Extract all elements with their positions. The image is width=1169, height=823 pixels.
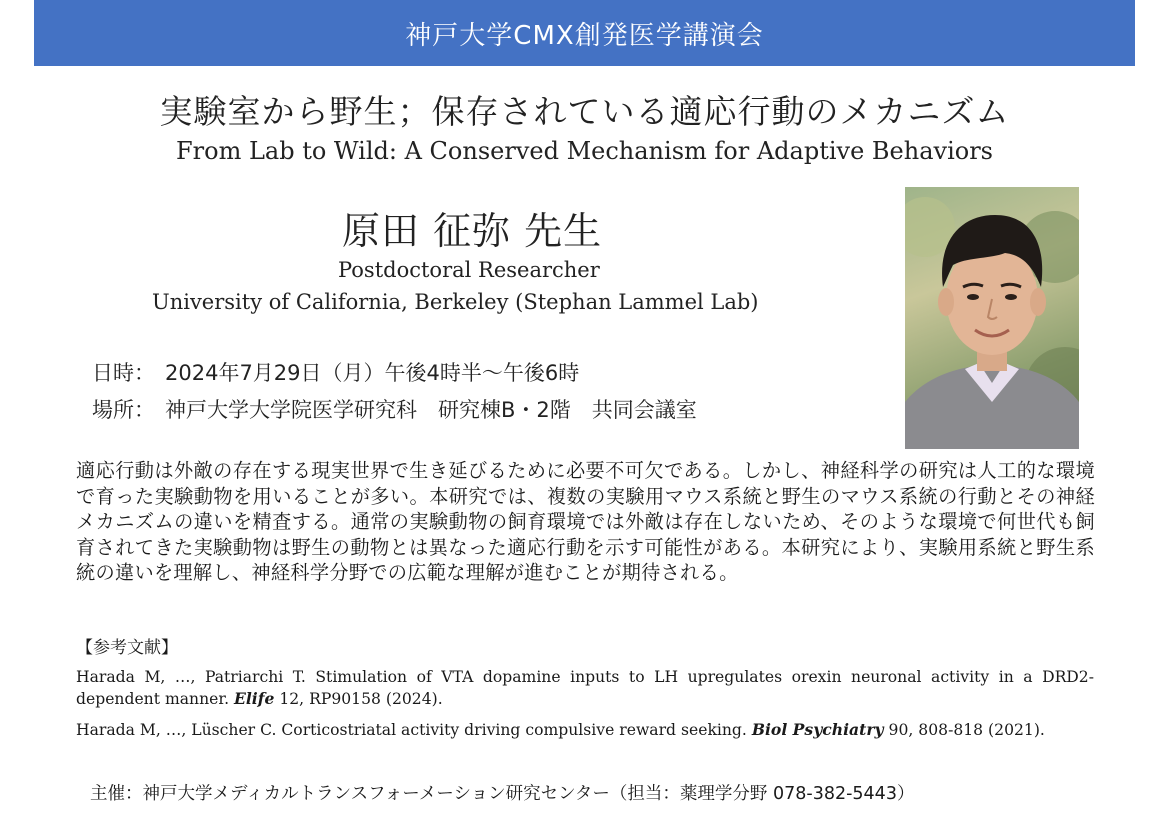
reference-journal: Biol Psychiatry	[751, 720, 884, 739]
reference-journal: Elife	[234, 689, 275, 708]
abstract-text: 適応行動は外敵の存在する現実世界で生き延びるために必要不可欠である。しかし、神経科学の研究は人工的な環境で育った実験動物を用いることが多い。本研究では、複数の実験用マウス系統と野生のマウス系統の行動とその神経メカニズムの違いを精査する。通常の実験動物の飼育環境では外敵は存在しないため、そのような環境で何世代も飼育されてきた実験動物は野生の動物とは異なった適応行動を示す可能性がある。本研究により、実験用系統と野生系統の違いを理解し、神経科学分野での広範な理解が進むことが期待される。	[76, 459, 1095, 585]
speaker-photo	[905, 187, 1079, 449]
date-label: 日時：	[92, 361, 155, 385]
reference-citation: 12, RP90158 (2024).	[274, 690, 443, 708]
reference-item	[76, 719, 1094, 741]
reference-authors-title: Harada M, …, Patriarchi T. Stimulation of VTA dopamine inputs to LH upregulates orexin neuronal activity in a DRD2-dependent manner.	[76, 668, 1094, 708]
organizer-footer: 主催：神戸大学メディカルトランスフォーメーション研究センター（担当：薬理学分野 078-382-5443）	[90, 784, 915, 804]
lecture-title-japanese: 実験室から野生；保存されている適応行動のメカニズム	[159, 92, 1010, 131]
header-banner	[34, 0, 1135, 66]
lecture-title-english: From Lab to Wild: A Conserved Mechanism for Adaptive Behaviors	[176, 137, 993, 165]
speaker-role: Postdoctoral Researcher	[338, 258, 600, 282]
place-value: 神戸大学大学院医学研究科 研究棟B・2階 共同会議室	[165, 398, 697, 422]
speaker-name: 原田 征弥 先生	[342, 209, 603, 253]
reference-citation: 90, 808-818 (2021).	[883, 721, 1045, 739]
speaker-portrait-icon	[905, 187, 1079, 449]
reference-item	[76, 666, 1094, 710]
place-label: 場所：	[92, 398, 155, 422]
speaker-affiliation: University of California, Berkeley (Stephan Lammel Lab)	[152, 290, 759, 314]
references-heading: 【参考文献】	[76, 638, 178, 658]
reference-authors-title: Harada M, …, Lüscher C. Corticostriatal activity driving compulsive reward seeking.	[76, 721, 752, 739]
banner-title: 神戸大学CMX創発医学講演会	[405, 20, 764, 51]
date-row	[92, 357, 579, 387]
date-value: 2024年7月29日（月）午後4時半～午後6時	[165, 361, 580, 385]
place-row	[92, 394, 697, 424]
